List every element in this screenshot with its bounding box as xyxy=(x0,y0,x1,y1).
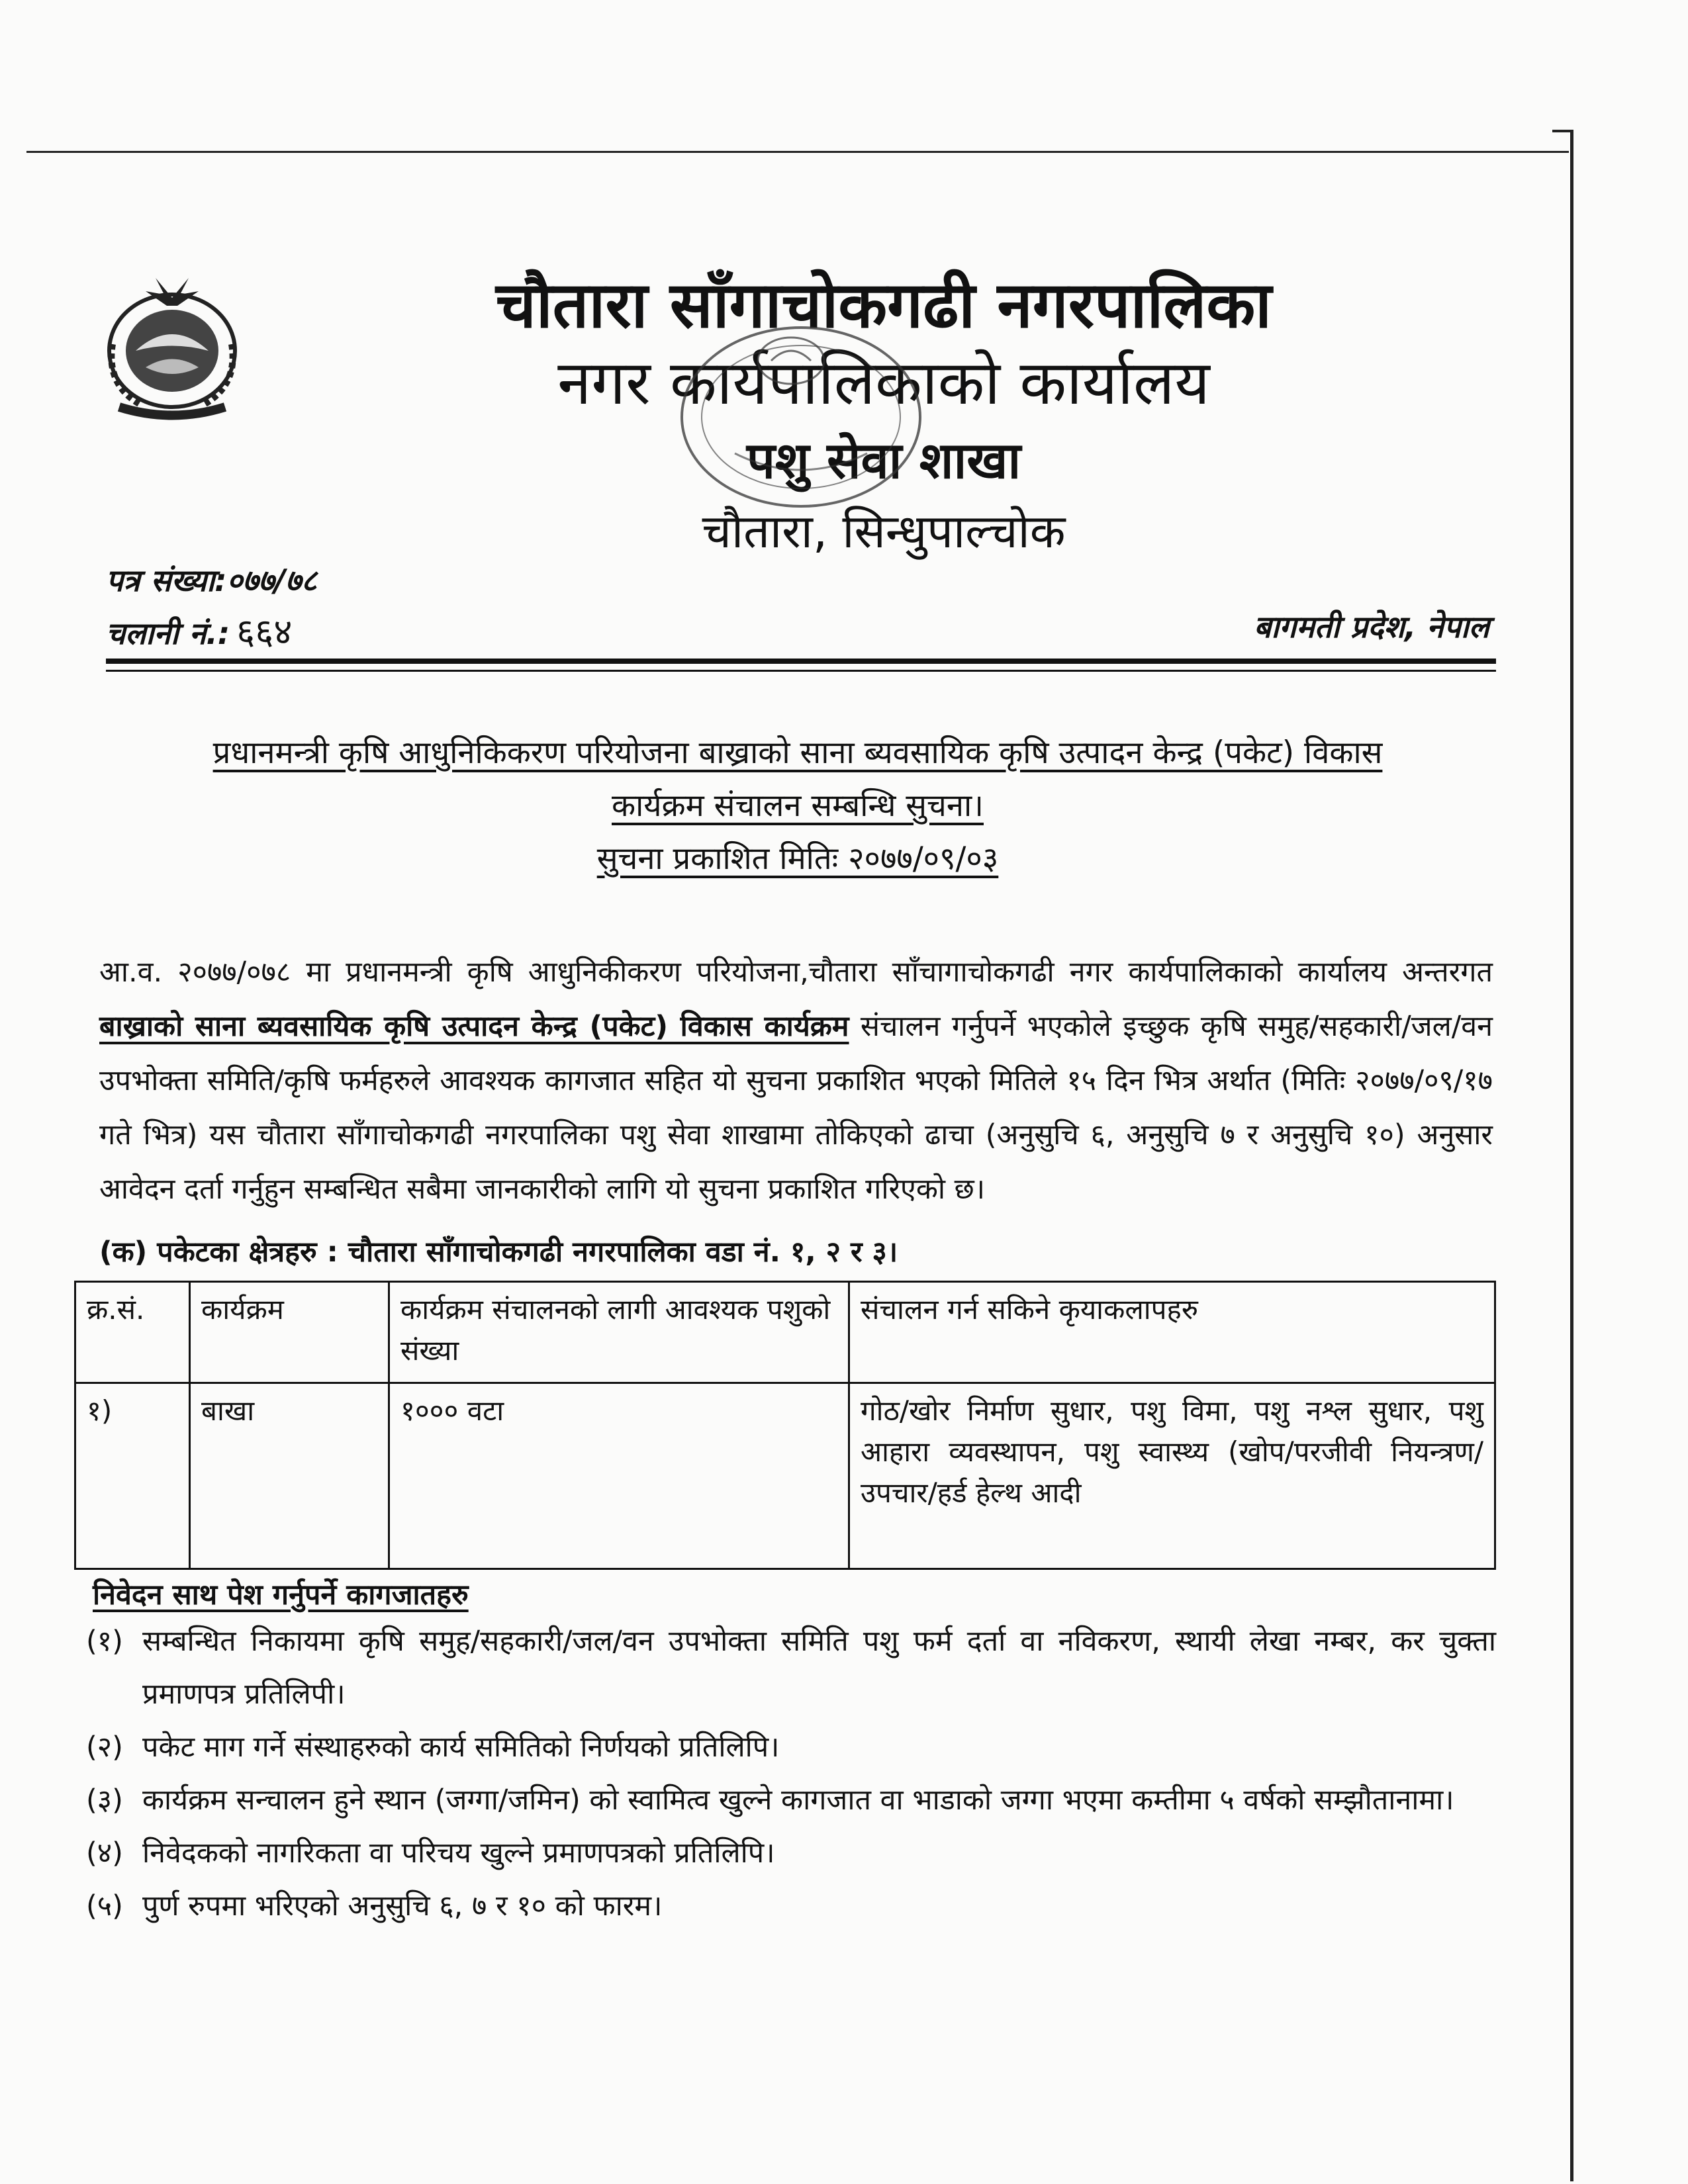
item-text: पकेट माग गर्ने संस्थाहरुको कार्य समितिको निर्णयको प्रतिलिपि। xyxy=(142,1731,780,1764)
item-number: (४) xyxy=(86,1837,123,1870)
published-date: सुचना प्रकाशित मितिः २०७७/०९/०३ xyxy=(596,841,999,877)
scan-top-edge xyxy=(26,151,1569,153)
header-rule-thin xyxy=(106,670,1496,672)
official-stamp-icon xyxy=(675,321,927,513)
header-rule-thick xyxy=(106,659,1496,664)
item-text: पुर्ण रुपमा भरिएको अनुसुचि ६, ७ र १० को फारम। xyxy=(142,1889,663,1923)
item-text: निवेदकको नागरिकता वा परिचय खुल्ने प्रमाणपत्रको प्रतिलिपि। xyxy=(142,1837,775,1870)
header-program: कार्यक्रम xyxy=(190,1282,389,1383)
cell-program: बाखा xyxy=(190,1383,389,1569)
list-item xyxy=(86,1880,1496,1933)
item-number: (५) xyxy=(86,1889,123,1923)
province-label: बागमती प्रदेश, नेपाल xyxy=(1254,609,1489,645)
item-number: (१) xyxy=(86,1625,123,1658)
item-text: कार्यक्रम सन्चालन हुने स्थान (जग्गा/जमिन) को स्वामित्व खुल्ने कागजात वा भाडाको जग्गा भएमा कम्तीमा ५ वर्षको सम्झौतानामा। xyxy=(142,1784,1454,1817)
item-text: सम्बन्धित निकायमा कृषि समुह/सहकारी/जल/वन उपभोक्ता समिति पशु फर्म दर्ता वा नविकरण, स्थायी लेखा नम्बर, कर चुक्ता प्रमाणपत्र प्रतिलिपी। xyxy=(142,1625,1496,1711)
list-item xyxy=(86,1827,1496,1880)
table-row xyxy=(75,1383,1495,1569)
body-part-2: संचालन गर्नुपर्ने भएकोले इच्छुक कृषि समुह/सहकारी/जल/वन उपभोक्ता समिति/कृषि फर्महरुले आवश्यक कागजात सहित यो सुचना प्रकाशित भएको मितिले १५ दिन भित्र अर्थात (मितिः २०७७/०९/१७ गते भित्र) यस चौतारा साँगाचोकगढी नगरपालिका पशु सेवा शाखामा तोकिएको ढाचा (अनुसुचि ६, अनुसुचि ७ र अनुसुचि १०) अनुसार आवेदन दर्ता गर्नुहुन सम्बन्धित सबैमा जानकारीको लागि यो सुचना प्रकाशित गरिएको छ। xyxy=(99,1010,1493,1206)
branch-title: पशु सेवा शाखा xyxy=(746,431,1021,490)
program-name: बाख्राको साना ब्यवसायिक कृषि उत्पादन केन्द्र (पकेट) विकास कार्यक्रम xyxy=(99,1010,849,1043)
item-number: (२) xyxy=(86,1731,123,1764)
pocket-areas: (क) पकेटका क्षेत्रहरु : चौतारा साँगाचोकगढी नगरपालिका वडा नं. १, २ र ३। xyxy=(99,1236,898,1269)
required-documents-list xyxy=(86,1615,1496,1933)
office-title: नगर कार्यपालिकाको कार्यालय xyxy=(557,347,1210,418)
municipality-title: चौतारा साँगाचोकगढी नगरपालिका xyxy=(495,268,1272,342)
office-address: चौतारा, सिन्धुपाल्चोक xyxy=(702,504,1066,559)
notice-body xyxy=(99,945,1493,1216)
list-item xyxy=(86,1774,1496,1827)
letter-number: पत्र संख्या:०७७/७८ xyxy=(106,563,317,598)
cell-animal-count: १००० वटा xyxy=(389,1383,849,1569)
header-serial: क्र.सं. xyxy=(75,1282,190,1383)
dispatch-label: चलानी नं.: xyxy=(106,615,230,651)
cell-activities: गोठ/खोर निर्माण सुधार, पशु विमा, पशु नश्ल सुधार, पशु आहारा व्यवस्थापन, पशु स्वास्थ्य (खोप/परजीवी नियन्त्रण/उपचार/हर्ड हेल्थ आदी xyxy=(849,1383,1495,1569)
subject-line-2: कार्यक्रम संचालन सम्बन्धि सुचना। xyxy=(612,788,984,824)
required-documents-heading: निवेदन साथ पेश गर्नुपर्ने कागजातहरु xyxy=(93,1578,469,1612)
header-animal-count: कार्यक्रम संचालनको लागी आवश्यक पशुको संख्या xyxy=(389,1282,849,1383)
dispatch-number-row xyxy=(106,606,292,655)
item-number: (३) xyxy=(86,1784,123,1817)
list-item xyxy=(86,1615,1496,1721)
header-activities: संचालन गर्न सकिने कृयाकलापहरु xyxy=(849,1282,1495,1383)
program-table xyxy=(74,1281,1496,1570)
subject-line-1: प्रधानमन्त्री कृषि आधुनिकिकरण परियोजना बाख्राको साना ब्यवसायिक कृषि उत्पादन केन्द्र (पकेट) विकास xyxy=(212,735,1383,771)
table-header-row xyxy=(75,1282,1495,1383)
notice-subject xyxy=(99,727,1496,886)
body-part-1: आ.व. २०७७/०७८ मा प्रधानमन्त्री कृषि आधुनिकीकरण परियोजना,चौतारा साँचागाचोकगढी नगर कार्यपालिकाको कार्यालय अन्तरगत xyxy=(99,956,1493,989)
dispatch-number: ६६४ xyxy=(236,611,293,653)
cell-serial: १) xyxy=(75,1383,190,1569)
list-item xyxy=(86,1721,1496,1774)
scan-corner xyxy=(1552,130,1572,132)
